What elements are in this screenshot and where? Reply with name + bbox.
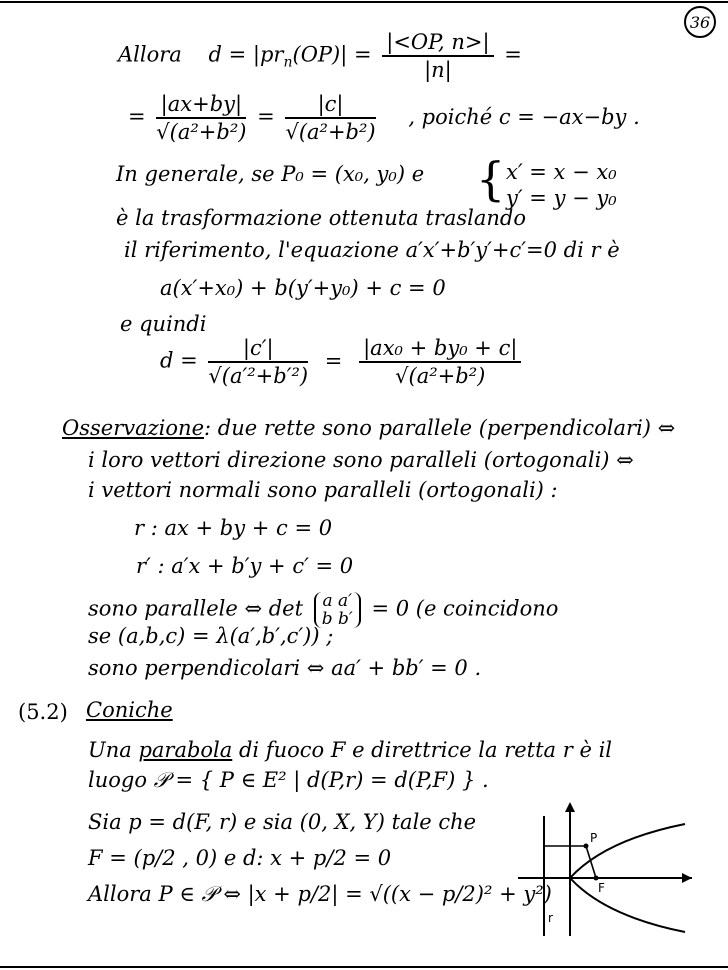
line-parabola-def <box>88 738 612 762</box>
osservazione-text: : due rette sono parallele (perpendicolari) ⇔ <box>204 416 676 440</box>
fraction-denominator: |n| <box>424 58 452 82</box>
line-r-equation: r : ax + by + c = 0 <box>134 516 333 540</box>
line-trasformazione: è la trasformazione ottenuta traslando <box>116 206 526 230</box>
section-title: Coniche <box>86 698 173 722</box>
line-riferimento: il riferimento, l'equazione a′x′+b′y′+c′=0 di r è <box>124 238 620 262</box>
line-r-prime-equation: r′ : a′x + b′y + c′ = 0 <box>136 554 354 578</box>
line-substituted-equation: a(x′+x₀) + b(y′+y₀) + c = 0 <box>160 276 446 300</box>
line-osservazione <box>62 416 675 440</box>
line-vettori-normali: i vettori normali sono paralleli (ortogonali) : <box>88 478 558 502</box>
fraction-denominator: √(a²+b²) <box>285 120 376 144</box>
line-focus-directrix: F = (p/2 , 0) e d: x + p/2 = 0 <box>88 846 392 870</box>
fraction-numerator: |<OP, n>| <box>382 30 493 57</box>
line-vettori-direzione: i loro vettori direzione sono paralleli (ortogonali) ⇔ <box>88 448 634 472</box>
line-e-quindi: e quindi <box>120 312 207 336</box>
page-number: 36 <box>684 6 716 38</box>
d-mid: (OP)| = <box>292 42 372 67</box>
una-word: Una <box>88 738 132 762</box>
line-allora-d <box>118 30 522 82</box>
line-distance-general <box>160 336 525 388</box>
matrix-row-bottom: b b′ <box>321 609 353 629</box>
d-equals: d = <box>160 348 198 373</box>
point-p <box>584 844 589 849</box>
fraction-axby <box>156 92 246 144</box>
equals-sign: = <box>324 348 343 373</box>
line-perpendicolari: sono perpendicolari ⇔ aa′ + bb′ = 0 . <box>88 656 482 680</box>
osservazione-label: Osservazione <box>62 416 204 440</box>
label-p: P <box>590 831 598 845</box>
y-axis-arrow <box>565 802 575 812</box>
d-lhs: d = |pr <box>208 42 284 67</box>
allora-word: Allora <box>118 42 182 67</box>
section-number: (5.2) <box>18 700 68 724</box>
parabola-def-text: di fuoco F e direttrice la retta r è il <box>238 738 612 762</box>
fraction-ax0-by0 <box>359 336 521 388</box>
fraction-c <box>285 92 375 144</box>
fraction-numerator: |c′| <box>208 336 308 363</box>
top-border <box>0 1 728 3</box>
line-luogo: luogo 𝒫 = { P ∈ E² | d(P,r) = d(P,F) } . <box>88 768 489 792</box>
fraction-numerator: |ax+by| <box>156 92 246 119</box>
fraction-numerator: |ax₀ + by₀ + c| <box>359 336 521 363</box>
fraction-denominator: √(a²+b²) <box>395 364 486 388</box>
equals-sign: = <box>257 104 275 129</box>
in-generale-text: In generale, se P₀ = (x₀, y₀) e <box>116 162 425 186</box>
line-allora-condition: Allora P ∈ 𝒫 ⇔ |x + p/2| = √((x − p/2)² + y²) <box>88 882 552 906</box>
equals-sign: = <box>128 104 146 129</box>
line-coincidono: se (a,b,c) = λ(a′,b′,c′)) ; <box>88 624 334 648</box>
pr-subscript: n <box>283 54 293 71</box>
matrix-row-top: a a′ <box>322 591 353 611</box>
bottom-border <box>0 966 728 968</box>
line-sono-parallele <box>88 592 558 628</box>
line-distance-formula <box>128 92 640 144</box>
system-line-y: y′ = y − y₀ <box>506 186 617 210</box>
det-matrix <box>314 592 361 628</box>
equals-sign: = <box>504 42 522 67</box>
point-f <box>594 876 599 881</box>
label-f: F <box>598 881 605 895</box>
line-in-generale <box>116 162 424 186</box>
x-axis-arrow <box>682 873 692 883</box>
label-r: r <box>548 911 553 925</box>
poiche-clause: , poiché c = −ax−by . <box>408 104 640 129</box>
system-line-x: x′ = x − x₀ <box>506 160 617 184</box>
parallele-tail: = 0 (e coincidono <box>371 596 559 621</box>
line-sia-p: Sia p = d(F, r) e sia (0, X, Y) tale che <box>88 810 477 834</box>
system-brace: { <box>476 152 506 206</box>
fraction-denominator: √(a′²+b′²) <box>208 364 309 388</box>
parabola-sketch <box>510 800 700 940</box>
fraction-scalar-product <box>382 30 493 82</box>
fraction-numerator: |c| <box>285 92 375 119</box>
parabola-term: parabola <box>138 738 233 762</box>
fraction-c-prime <box>208 336 308 388</box>
parallele-text: sono parallele ⇔ det <box>88 596 304 621</box>
fraction-denominator: √(a²+b²) <box>156 120 247 144</box>
